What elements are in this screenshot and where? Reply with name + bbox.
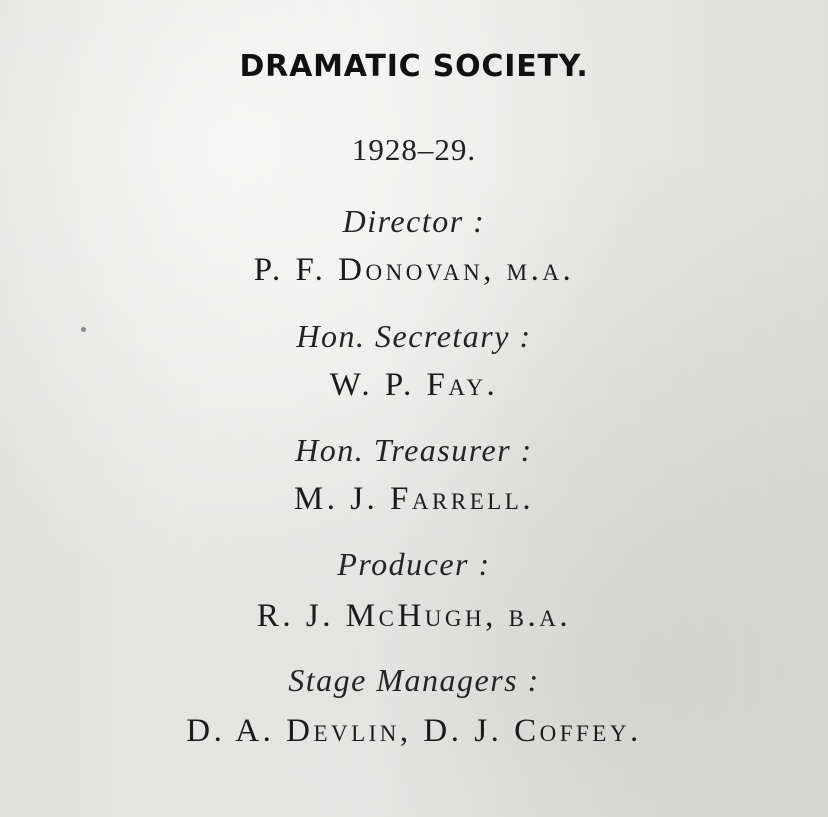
- stage-managers-label: Stage Managers :: [288, 662, 540, 698]
- secretary-label: Hon. Secretary :: [296, 318, 532, 354]
- director-label: Director :: [342, 203, 486, 239]
- stage-managers-names: D. A. Devlin, D. J. Coffey.: [186, 713, 642, 749]
- secretary-name: W. P. Fay.: [329, 367, 499, 403]
- treasurer-label: Hon. Treasurer :: [295, 432, 533, 468]
- director-name: P. F. Donovan, m.a.: [253, 252, 575, 288]
- producer-name: R. J. McHugh, b.a.: [256, 598, 572, 634]
- producer-label: Producer :: [337, 546, 491, 582]
- year-range: 1928–29.: [351, 132, 477, 167]
- page-title: DRAMATIC SOCIETY.: [239, 49, 589, 84]
- treasurer-name: M. J. Farrell.: [293, 481, 535, 517]
